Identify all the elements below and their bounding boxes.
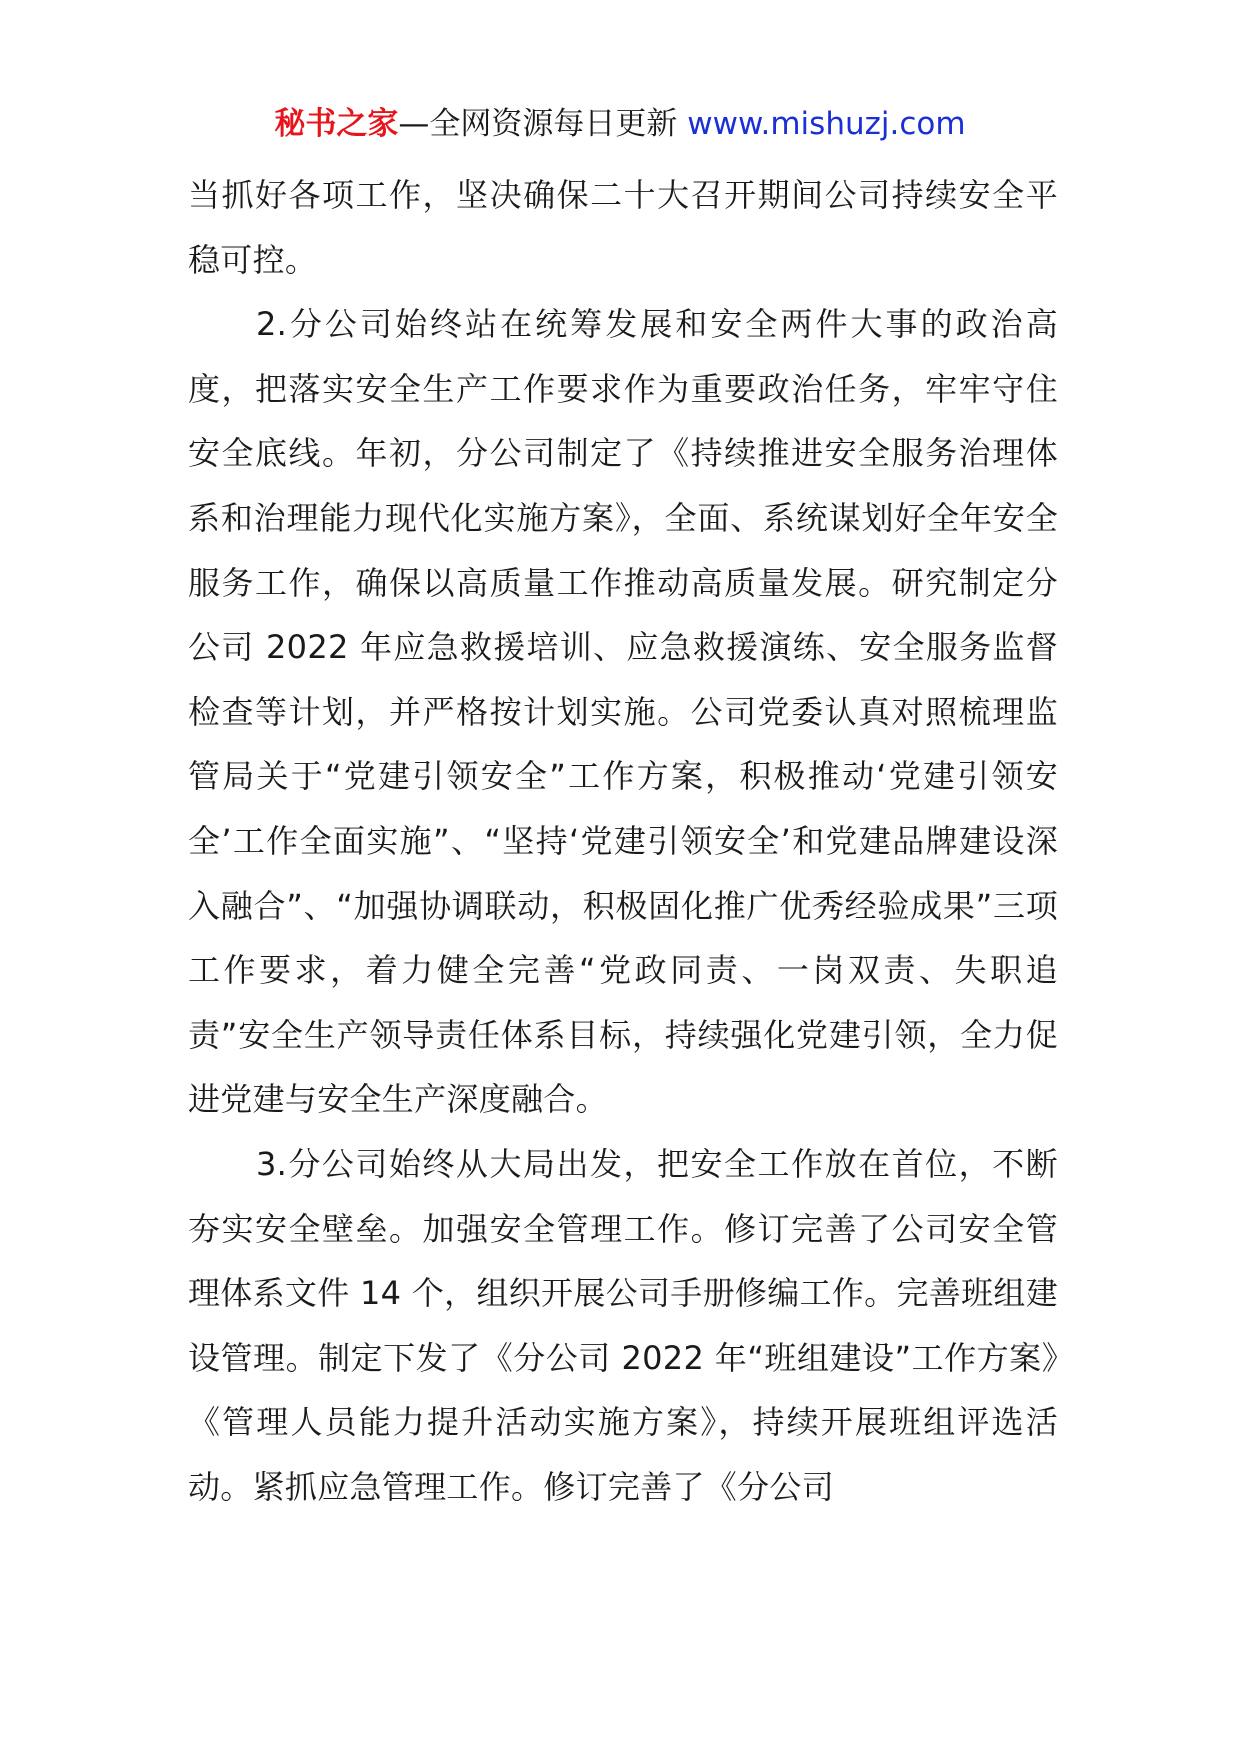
brand-name: 秘书之家 xyxy=(274,106,399,142)
site-header xyxy=(0,102,1240,146)
header-tagline: —全网资源每日更新 xyxy=(398,106,688,142)
paragraph-item-2: 2.分公司始终站在统筹发展和安全两件大事的政治高度，把落实安全生产工作要求作为重要政治任务，牢牢守住安全底线。年初，分公司制定了《持续推进安全服务治理体系和治理能力现代化实施方案》，全面、系统谋划好全年安全服务工作，确保以高质量工作推动高质量发展。研究制定分公司 2022 年应急救援培训、应急救援演练、安全服务监督检查等计划，并严格按计划实施。公司党委认真对照梳理监管局关于“党建引领安全”工作方案，积极推动‘党建引领安全’工作全面实施”、“坚持‘党建引领安全’和党建品牌建设深入融合”、“加强协调联动，积极固化推广优秀经验成果”三项工作要求，着力健全完善“党政同责、一岗双责、失职追责”安全生产领导责任体系目标，持续强化党建引领，全力促进党建与安全生产深度融合。 xyxy=(188,305,1058,1119)
paragraph-item-3: 3.分公司始终从大局出发，把安全工作放在首位，不断夯实安全壁垒。加强安全管理工作。修订完善了公司安全管理体系文件 14 个，组织开展公司手册修编工作。完善班组建设管理。制定下发了《分公司 2022 年“班组建设”工作方案》《管理人员能力提升活动实施方案》，持续开展班组评选活动。紧抓应急管理工作。修订完善了《分公司 xyxy=(188,1144,1058,1506)
paragraph-continued: 当抓好各项工作，坚决确保二十大召开期间公司持续安全平稳可控。 xyxy=(188,176,1058,279)
site-url-link[interactable]: www.mishuzj.com xyxy=(687,106,966,142)
document-body xyxy=(188,163,1058,1519)
